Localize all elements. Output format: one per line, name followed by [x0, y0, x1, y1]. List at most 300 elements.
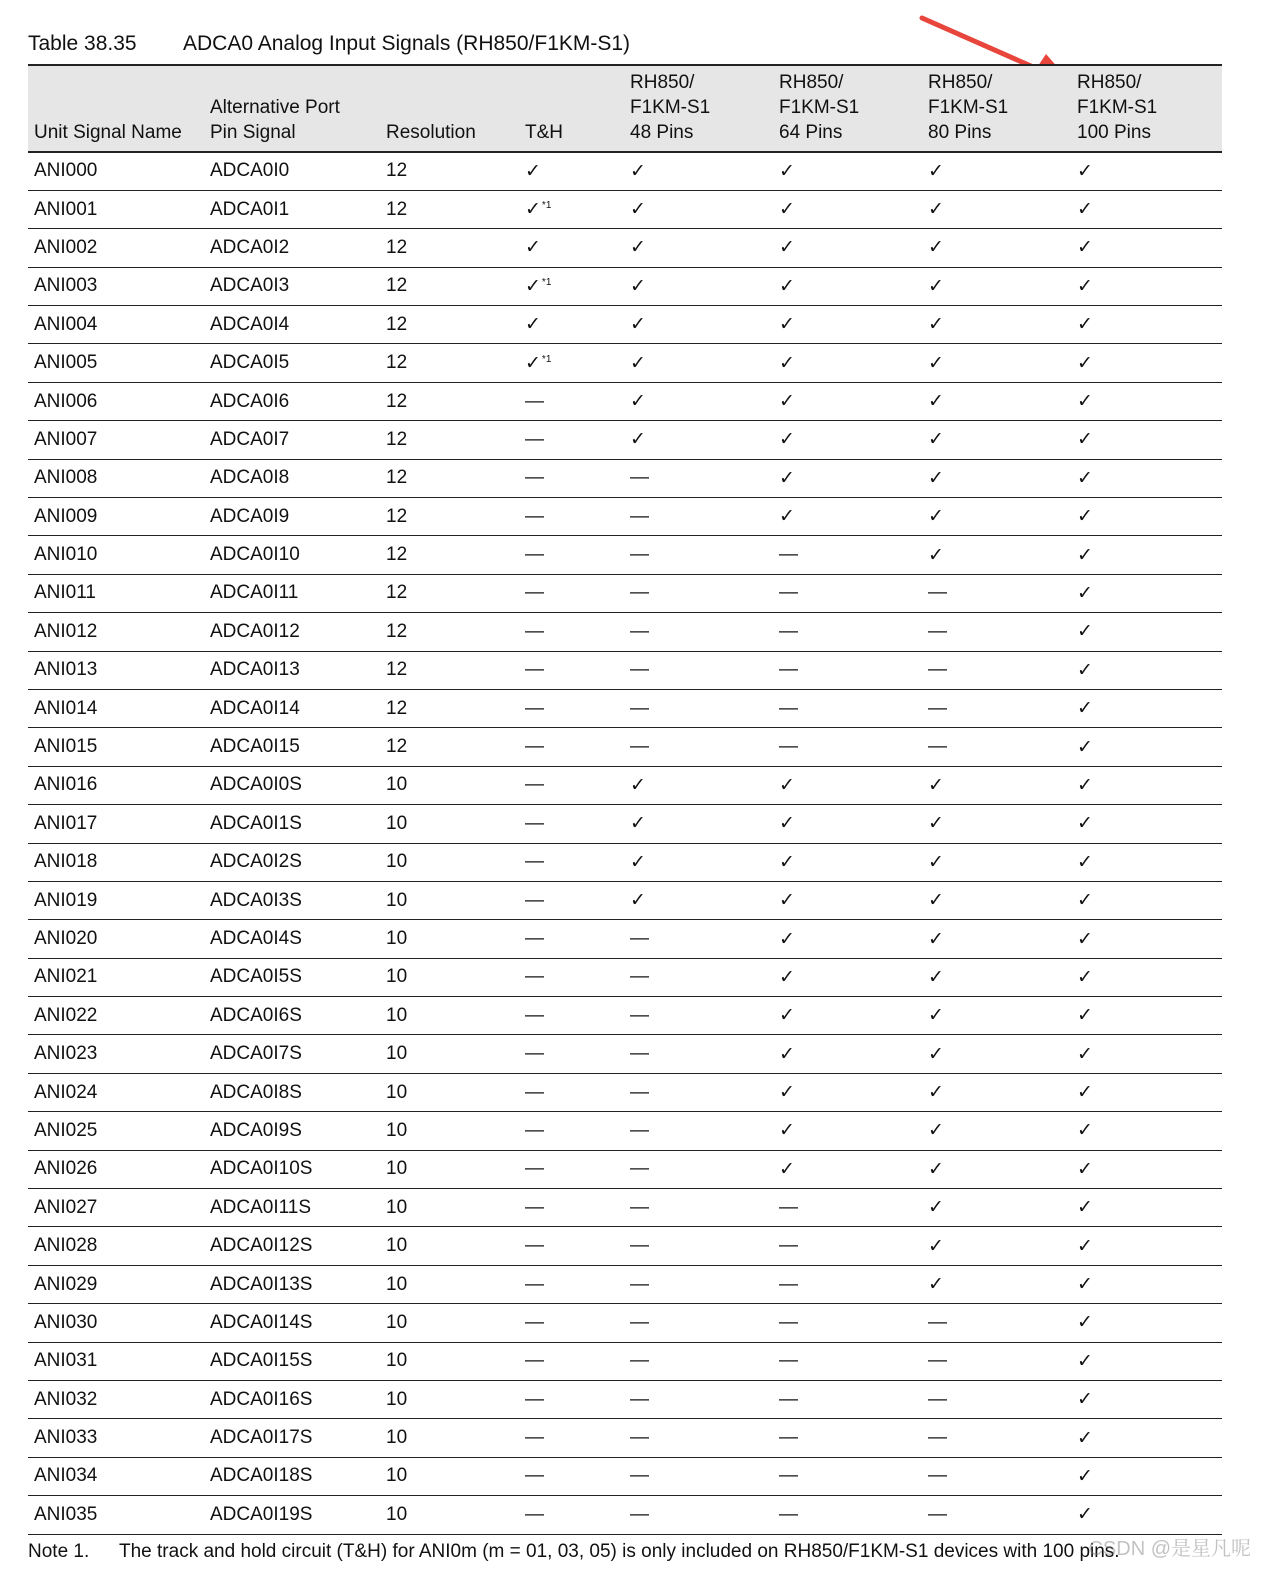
- cell-alternative-port-pin-signal: ADCA0I14S: [204, 1304, 380, 1342]
- header-line: F1KM-S1: [779, 97, 860, 118]
- cell-alternative-port-pin-signal: ADCA0I13S: [204, 1265, 380, 1303]
- checkmark-icon: ✓: [624, 843, 773, 881]
- cell-alternative-port-pin-signal: ADCA0I3S: [204, 881, 380, 919]
- checkmark-icon: ✓: [1071, 152, 1222, 190]
- checkmark-icon: ✓: [624, 190, 773, 228]
- dash-icon: —: [624, 1381, 773, 1419]
- checkmark-icon: ✓: [773, 229, 922, 267]
- cell-unit-signal-name: ANI001: [28, 190, 204, 228]
- table-row: [28, 1496, 1222, 1534]
- checkmark-icon: ✓: [922, 344, 1071, 382]
- cell-alternative-port-pin-signal: ADCA0I12: [204, 613, 380, 651]
- dash-icon: —: [519, 1265, 624, 1303]
- dash-icon: —: [519, 805, 624, 843]
- dash-icon: —: [773, 574, 922, 612]
- table-row: [28, 958, 1222, 996]
- dash-icon: —: [624, 651, 773, 689]
- dash-icon: —: [519, 689, 624, 727]
- header-line: 100 Pins: [1077, 122, 1151, 143]
- checkmark-icon: ✓: [624, 421, 773, 459]
- table-row: [28, 306, 1222, 344]
- checkmark-icon: ✓: [773, 498, 922, 536]
- checkmark-icon: ✓: [922, 843, 1071, 881]
- table-body: [28, 152, 1222, 1534]
- checkmark-icon: ✓: [1071, 881, 1222, 919]
- table-row: [28, 1150, 1222, 1188]
- dash-icon: —: [519, 1227, 624, 1265]
- header-line: F1KM-S1: [928, 97, 1009, 118]
- checkmark-icon: ✓: [922, 1035, 1071, 1073]
- dash-icon: —: [624, 997, 773, 1035]
- dash-icon: —: [519, 1419, 624, 1457]
- table-row: [28, 805, 1222, 843]
- cell-alternative-port-pin-signal: ADCA0I1S: [204, 805, 380, 843]
- cell-unit-signal-name: ANI010: [28, 536, 204, 574]
- dash-icon: —: [773, 613, 922, 651]
- table-row: [28, 421, 1222, 459]
- dash-icon: —: [922, 613, 1071, 651]
- checkmark-icon: ✓: [922, 881, 1071, 919]
- dash-icon: —: [624, 728, 773, 766]
- cell-resolution: 10: [380, 1457, 519, 1495]
- checkmark-icon: ✓: [922, 306, 1071, 344]
- cell-unit-signal-name: ANI029: [28, 1265, 204, 1303]
- header-resolution: [380, 65, 519, 152]
- dash-icon: —: [519, 613, 624, 651]
- dash-icon: —: [624, 1342, 773, 1380]
- checkmark-icon: ✓: [624, 766, 773, 804]
- dash-icon: —: [624, 574, 773, 612]
- dash-icon: —: [519, 1035, 624, 1073]
- header-line: 80 Pins: [928, 122, 992, 143]
- cell-unit-signal-name: ANI014: [28, 689, 204, 727]
- checkmark-icon: ✓: [773, 306, 922, 344]
- dash-icon: —: [519, 1073, 624, 1111]
- dash-icon: —: [624, 1035, 773, 1073]
- cell-unit-signal-name: ANI033: [28, 1419, 204, 1457]
- cell-resolution: 12: [380, 574, 519, 612]
- footnote-ref: *1: [541, 276, 552, 288]
- cell-resolution: 12: [380, 421, 519, 459]
- table-row: [28, 1265, 1222, 1303]
- dash-icon: —: [624, 1304, 773, 1342]
- checkmark-icon: ✓: [1071, 997, 1222, 1035]
- checkmark-icon: ✓: [773, 1112, 922, 1150]
- dash-icon: —: [922, 574, 1071, 612]
- checkmark-icon: ✓: [922, 1227, 1071, 1265]
- cell-unit-signal-name: ANI020: [28, 920, 204, 958]
- cell-alternative-port-pin-signal: ADCA0I12S: [204, 1227, 380, 1265]
- cell-unit-signal-name: ANI013: [28, 651, 204, 689]
- header-48-pins: [624, 65, 773, 152]
- cell-unit-signal-name: ANI021: [28, 958, 204, 996]
- cell-alternative-port-pin-signal: ADCA0I3: [204, 267, 380, 305]
- cell-unit-signal-name: ANI030: [28, 1304, 204, 1342]
- cell-unit-signal-name: ANI019: [28, 881, 204, 919]
- checkmark-icon: ✓: [1071, 728, 1222, 766]
- dash-icon: —: [624, 1112, 773, 1150]
- dash-icon: —: [519, 843, 624, 881]
- cell-alternative-port-pin-signal: ADCA0I0: [204, 152, 380, 190]
- checkmark-icon: ✓: [773, 344, 922, 382]
- dash-icon: —: [773, 1265, 922, 1303]
- cell-resolution: 10: [380, 805, 519, 843]
- checkmark-icon: ✓: [773, 920, 922, 958]
- dash-icon: —: [519, 382, 624, 420]
- cell-resolution: 10: [380, 881, 519, 919]
- checkmark-icon: ✓: [624, 152, 773, 190]
- cell-alternative-port-pin-signal: ADCA0I13: [204, 651, 380, 689]
- dash-icon: —: [624, 689, 773, 727]
- cell-alternative-port-pin-signal: ADCA0I2S: [204, 843, 380, 881]
- table-row: [28, 766, 1222, 804]
- cell-resolution: 12: [380, 651, 519, 689]
- cell-alternative-port-pin-signal: ADCA0I0S: [204, 766, 380, 804]
- cell-alternative-port-pin-signal: ADCA0I15S: [204, 1342, 380, 1380]
- header-line: F1KM-S1: [1077, 97, 1158, 118]
- cell-unit-signal-name: ANI017: [28, 805, 204, 843]
- cell-resolution: 12: [380, 728, 519, 766]
- checkmark-icon: ✓: [922, 421, 1071, 459]
- checkmark-icon: ✓: [1071, 190, 1222, 228]
- dash-icon: —: [519, 997, 624, 1035]
- checkmark-icon: ✓: [624, 344, 773, 382]
- dash-icon: —: [624, 613, 773, 651]
- cell-alternative-port-pin-signal: ADCA0I15: [204, 728, 380, 766]
- checkmark-icon: ✓$^{*1}$: [519, 267, 624, 305]
- header-line: Alternative Port: [210, 97, 340, 118]
- checkmark-icon: ✓: [1071, 651, 1222, 689]
- header-line: RH850/: [779, 72, 844, 93]
- checkmark-icon: ✓: [773, 152, 922, 190]
- dash-icon: —: [519, 920, 624, 958]
- cell-unit-signal-name: ANI000: [28, 152, 204, 190]
- cell-resolution: 12: [380, 344, 519, 382]
- checkmark-icon: ✓: [773, 1150, 922, 1188]
- dash-icon: —: [519, 958, 624, 996]
- dash-icon: —: [624, 1189, 773, 1227]
- dash-icon: —: [773, 1381, 922, 1419]
- table-row: [28, 1227, 1222, 1265]
- header-line: Pin Signal: [210, 122, 296, 143]
- checkmark-icon: ✓: [1071, 421, 1222, 459]
- cell-resolution: 10: [380, 997, 519, 1035]
- table-row: [28, 229, 1222, 267]
- header-unit-signal-name: [28, 65, 204, 152]
- checkmark-icon: ✓: [1071, 1419, 1222, 1457]
- dash-icon: —: [773, 1342, 922, 1380]
- checkmark-icon: ✓: [1071, 920, 1222, 958]
- checkmark-icon: ✓: [519, 229, 624, 267]
- checkmark-icon: ✓: [1071, 1227, 1222, 1265]
- header-line: RH850/: [630, 72, 695, 93]
- checkmark-icon: ✓: [519, 306, 624, 344]
- dash-icon: —: [624, 1150, 773, 1188]
- checkmark-icon: ✓: [1071, 306, 1222, 344]
- checkmark-icon: ✓$^{*1}$: [519, 344, 624, 382]
- dash-icon: —: [773, 1304, 922, 1342]
- table-row: [28, 1073, 1222, 1111]
- footnote-ref: *1: [541, 200, 552, 212]
- dash-icon: —: [922, 1342, 1071, 1380]
- dash-icon: —: [922, 728, 1071, 766]
- checkmark-icon: ✓: [922, 997, 1071, 1035]
- table-row: [28, 651, 1222, 689]
- cell-unit-signal-name: ANI035: [28, 1496, 204, 1534]
- checkmark-icon: ✓: [1071, 1304, 1222, 1342]
- checkmark-icon: ✓: [773, 958, 922, 996]
- cell-resolution: 10: [380, 1073, 519, 1111]
- dash-icon: —: [519, 421, 624, 459]
- dash-icon: —: [624, 1073, 773, 1111]
- checkmark-icon: ✓: [1071, 267, 1222, 305]
- table-title: ADCA0 Analog Input Signals (RH850/F1KM-S1): [183, 32, 631, 55]
- checkmark-icon: ✓: [1071, 344, 1222, 382]
- checkmark-icon: ✓: [1071, 1035, 1222, 1073]
- checkmark-icon: ✓: [1071, 766, 1222, 804]
- table-row: [28, 1381, 1222, 1419]
- cell-unit-signal-name: ANI012: [28, 613, 204, 651]
- checkmark-icon: ✓: [773, 1073, 922, 1111]
- footnote: [28, 1541, 1120, 1563]
- dash-icon: —: [519, 1496, 624, 1534]
- cell-unit-signal-name: ANI024: [28, 1073, 204, 1111]
- cell-unit-signal-name: ANI018: [28, 843, 204, 881]
- cell-resolution: 10: [380, 1189, 519, 1227]
- checkmark-icon: ✓: [1071, 1150, 1222, 1188]
- dash-icon: —: [519, 574, 624, 612]
- dash-icon: —: [519, 536, 624, 574]
- table-row: [28, 1457, 1222, 1495]
- checkmark-icon: ✓: [1071, 1496, 1222, 1534]
- table-row: [28, 344, 1222, 382]
- dash-icon: —: [519, 459, 624, 497]
- header-alternative-port-pin-signal: [204, 65, 380, 152]
- dash-icon: —: [624, 1457, 773, 1495]
- cell-unit-signal-name: ANI023: [28, 1035, 204, 1073]
- cell-resolution: 12: [380, 536, 519, 574]
- checkmark-icon: ✓: [624, 306, 773, 344]
- checkmark-icon: ✓: [1071, 459, 1222, 497]
- cell-alternative-port-pin-signal: ADCA0I2: [204, 229, 380, 267]
- cell-resolution: 12: [380, 190, 519, 228]
- checkmark-icon: ✓: [773, 997, 922, 1035]
- cell-alternative-port-pin-signal: ADCA0I19S: [204, 1496, 380, 1534]
- table-number: Table 38.35: [28, 32, 137, 55]
- cell-resolution: 10: [380, 1035, 519, 1073]
- table-row: [28, 881, 1222, 919]
- cell-alternative-port-pin-signal: ADCA0I5: [204, 344, 380, 382]
- table-header-row: [28, 65, 1222, 152]
- cell-unit-signal-name: ANI028: [28, 1227, 204, 1265]
- header-line: F1KM-S1: [630, 97, 711, 118]
- table-row: [28, 1342, 1222, 1380]
- cell-resolution: 12: [380, 689, 519, 727]
- dash-icon: —: [922, 1419, 1071, 1457]
- checkmark-icon: ✓: [773, 421, 922, 459]
- dash-icon: —: [519, 498, 624, 536]
- dash-icon: —: [624, 498, 773, 536]
- cell-resolution: 10: [380, 1265, 519, 1303]
- cell-alternative-port-pin-signal: ADCA0I9S: [204, 1112, 380, 1150]
- checkmark-icon: ✓: [922, 920, 1071, 958]
- header-line: Unit Signal Name: [34, 122, 182, 143]
- cell-resolution: 10: [380, 1342, 519, 1380]
- checkmark-icon: ✓: [1071, 1073, 1222, 1111]
- cell-alternative-port-pin-signal: ADCA0I18S: [204, 1457, 380, 1495]
- cell-unit-signal-name: ANI016: [28, 766, 204, 804]
- cell-resolution: 10: [380, 920, 519, 958]
- checkmark-icon: ✓: [922, 1073, 1071, 1111]
- table-row: [28, 1304, 1222, 1342]
- checkmark-icon: ✓: [1071, 1265, 1222, 1303]
- header-80-pins: [922, 65, 1071, 152]
- checkmark-icon: ✓: [773, 843, 922, 881]
- header-line: 64 Pins: [779, 122, 843, 143]
- dash-icon: —: [519, 1304, 624, 1342]
- table-row: [28, 1035, 1222, 1073]
- checkmark-icon: ✓: [1071, 805, 1222, 843]
- table-row: [28, 689, 1222, 727]
- table-row: [28, 190, 1222, 228]
- table-row: [28, 1419, 1222, 1457]
- checkmark-icon: ✓: [519, 152, 624, 190]
- checkmark-icon: ✓: [624, 881, 773, 919]
- cell-resolution: 12: [380, 613, 519, 651]
- table-row: [28, 267, 1222, 305]
- cell-unit-signal-name: ANI031: [28, 1342, 204, 1380]
- dash-icon: —: [519, 766, 624, 804]
- header-line: RH850/: [1077, 72, 1142, 93]
- checkmark-icon: ✓: [1071, 958, 1222, 996]
- header-line: Resolution: [386, 122, 476, 143]
- footnote-ref: *1: [541, 353, 552, 365]
- dash-icon: —: [519, 881, 624, 919]
- dash-icon: —: [519, 1112, 624, 1150]
- checkmark-icon: ✓: [922, 267, 1071, 305]
- cell-alternative-port-pin-signal: ADCA0I7: [204, 421, 380, 459]
- dash-icon: —: [624, 459, 773, 497]
- cell-alternative-port-pin-signal: ADCA0I1: [204, 190, 380, 228]
- checkmark-icon: ✓: [624, 267, 773, 305]
- checkmark-icon: ✓: [773, 459, 922, 497]
- table-caption: [28, 28, 630, 60]
- table-row: [28, 920, 1222, 958]
- cell-alternative-port-pin-signal: ADCA0I4: [204, 306, 380, 344]
- cell-resolution: 10: [380, 958, 519, 996]
- checkmark-icon: ✓: [624, 229, 773, 267]
- dash-icon: —: [519, 728, 624, 766]
- checkmark-icon: ✓: [922, 152, 1071, 190]
- analog-input-signals-table: [28, 64, 1222, 1535]
- checkmark-icon: ✓: [1071, 574, 1222, 612]
- dash-icon: —: [624, 1496, 773, 1534]
- cell-resolution: 12: [380, 498, 519, 536]
- checkmark-icon: ✓: [922, 459, 1071, 497]
- cell-alternative-port-pin-signal: ADCA0I16S: [204, 1381, 380, 1419]
- dash-icon: —: [773, 1189, 922, 1227]
- cell-unit-signal-name: ANI032: [28, 1381, 204, 1419]
- dash-icon: —: [773, 1227, 922, 1265]
- cell-resolution: 10: [380, 1496, 519, 1534]
- checkmark-icon: ✓: [922, 190, 1071, 228]
- checkmark-icon: ✓: [773, 1035, 922, 1073]
- cell-unit-signal-name: ANI022: [28, 997, 204, 1035]
- cell-alternative-port-pin-signal: ADCA0I5S: [204, 958, 380, 996]
- cell-alternative-port-pin-signal: ADCA0I4S: [204, 920, 380, 958]
- dash-icon: —: [922, 689, 1071, 727]
- cell-unit-signal-name: ANI005: [28, 344, 204, 382]
- table-row: [28, 1112, 1222, 1150]
- cell-alternative-port-pin-signal: ADCA0I14: [204, 689, 380, 727]
- cell-unit-signal-name: ANI011: [28, 574, 204, 612]
- checkmark-icon: ✓: [922, 1265, 1071, 1303]
- checkmark-icon: ✓: [773, 805, 922, 843]
- dash-icon: —: [773, 689, 922, 727]
- cell-unit-signal-name: ANI007: [28, 421, 204, 459]
- checkmark-icon: ✓: [1071, 843, 1222, 881]
- header-line: T&H: [525, 122, 563, 143]
- table-row: [28, 152, 1222, 190]
- cell-resolution: 12: [380, 382, 519, 420]
- cell-alternative-port-pin-signal: ADCA0I9: [204, 498, 380, 536]
- cell-resolution: 12: [380, 267, 519, 305]
- cell-unit-signal-name: ANI034: [28, 1457, 204, 1495]
- header-100-pins: [1071, 65, 1222, 152]
- cell-unit-signal-name: ANI026: [28, 1150, 204, 1188]
- dash-icon: —: [773, 1496, 922, 1534]
- table-row: [28, 997, 1222, 1035]
- cell-resolution: 10: [380, 1419, 519, 1457]
- cell-alternative-port-pin-signal: ADCA0I7S: [204, 1035, 380, 1073]
- cell-alternative-port-pin-signal: ADCA0I6S: [204, 997, 380, 1035]
- dash-icon: —: [773, 728, 922, 766]
- dash-icon: —: [922, 1496, 1071, 1534]
- checkmark-icon: ✓: [1071, 1112, 1222, 1150]
- dash-icon: —: [624, 920, 773, 958]
- dash-icon: —: [922, 651, 1071, 689]
- cell-resolution: 12: [380, 229, 519, 267]
- dash-icon: —: [519, 1342, 624, 1380]
- checkmark-icon: ✓: [1071, 229, 1222, 267]
- checkmark-icon: ✓: [922, 766, 1071, 804]
- dash-icon: —: [773, 1419, 922, 1457]
- checkmark-icon: ✓: [624, 382, 773, 420]
- cell-resolution: 10: [380, 766, 519, 804]
- watermark: CSDN @是星凡呢: [1088, 1538, 1251, 1560]
- cell-unit-signal-name: ANI009: [28, 498, 204, 536]
- cell-unit-signal-name: ANI003: [28, 267, 204, 305]
- checkmark-icon: ✓: [922, 1189, 1071, 1227]
- footnote-label: Note 1.: [28, 1541, 90, 1562]
- checkmark-icon: ✓: [1071, 498, 1222, 536]
- cell-unit-signal-name: ANI008: [28, 459, 204, 497]
- checkmark-icon: ✓$^{*1}$: [519, 190, 624, 228]
- dash-icon: —: [922, 1304, 1071, 1342]
- dash-icon: —: [624, 958, 773, 996]
- table-row: [28, 459, 1222, 497]
- checkmark-icon: ✓: [1071, 1189, 1222, 1227]
- dash-icon: —: [922, 1381, 1071, 1419]
- cell-alternative-port-pin-signal: ADCA0I11S: [204, 1189, 380, 1227]
- checkmark-icon: ✓: [922, 498, 1071, 536]
- table-row: [28, 382, 1222, 420]
- table-row: [28, 843, 1222, 881]
- checkmark-icon: ✓: [1071, 613, 1222, 651]
- dash-icon: —: [624, 536, 773, 574]
- header-track-and-hold: [519, 65, 624, 152]
- checkmark-icon: ✓: [922, 958, 1071, 996]
